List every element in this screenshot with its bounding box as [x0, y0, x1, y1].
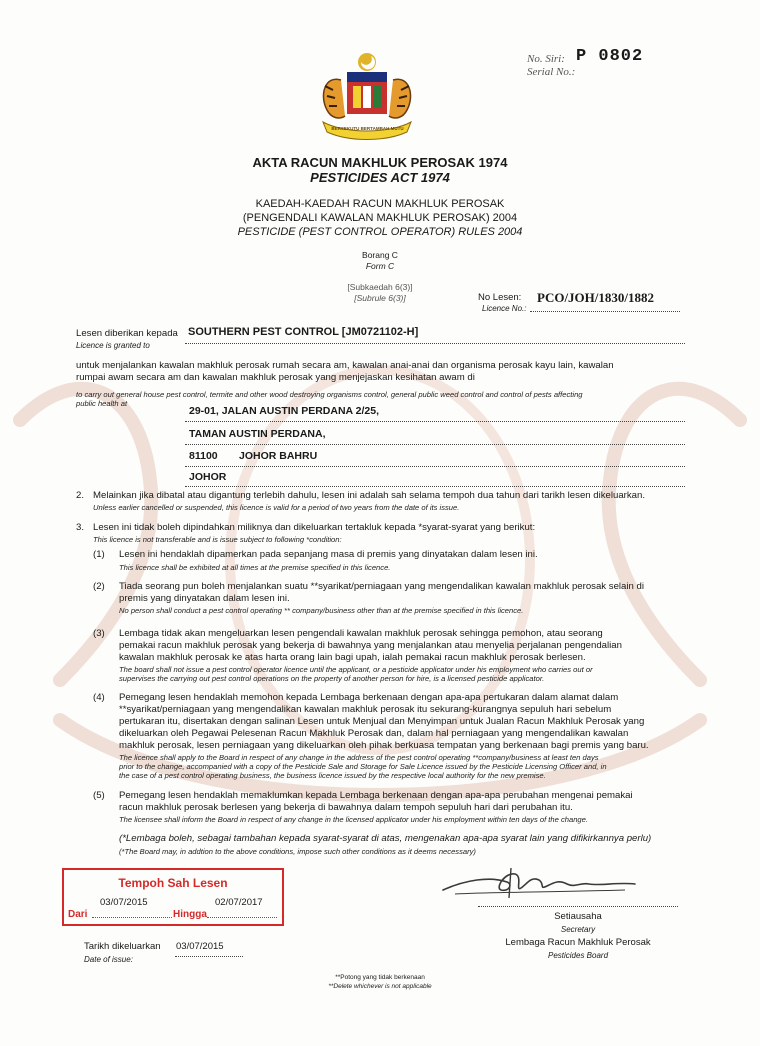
granted-dots: [185, 343, 685, 344]
purpose-text-1: untuk menjalankan kawalan makhluk perosak rumah secara am, kawalan anai-anai dan organisma perosak kayu lain, kawalan: [76, 360, 614, 371]
condition-number: (3): [93, 628, 105, 639]
condition-text: dikeluarkan oleh Pegawai Pelesenan Racun Makhluk Perosak dan, dalam hal perniagaan yang mengendalikan kawalan: [119, 728, 629, 739]
condition-text: Lembaga tidak akan mengeluarkan lesen pengendali kawalan makhluk perosak sehingga pemohon, atau seorang: [119, 628, 603, 639]
condition-text: makhluk perosak, lesen perniagaan yang dikeluarkan oleh pihak berkuasa tempatan yang berkenaan bagi premis yang baru.: [119, 740, 649, 751]
subrule-label-en: [Subrule 6(3)]: [354, 293, 406, 303]
condition-text: Pemegang lesen hendaklah memaklumkan kepada Lembaga berkenaan dengan apa-apa perubahan mengenai pemakai: [119, 790, 633, 801]
address-state: JOHOR: [189, 471, 227, 483]
licence-no-value: PCO/JOH/1830/1882: [537, 290, 654, 305]
validity-from-label: Dari: [68, 909, 88, 920]
address-line-1: 29-01, JALAN AUSTIN PERDANA 2/25,: [189, 405, 380, 417]
address-city: JOHOR BAHRU: [239, 450, 318, 462]
condition-number: (1): [93, 549, 105, 560]
condition-number: (5): [93, 790, 105, 801]
condition-number: (2): [93, 581, 105, 592]
condition-text-en: The licence shall apply to the Board in respect of any change in the address of the pest control operating **company/business at least ten days: [119, 753, 599, 762]
licence-no-label-en: Licence No.:: [482, 304, 527, 313]
subrule-label: [Subkaedah 6(3)]: [347, 282, 413, 292]
issue-date-value: 03/07/2015: [176, 941, 224, 952]
purpose-text-2: rumpai awam secara am dan kawalan makhluk perosak yang menjejaskan kesihatan awam di: [76, 372, 475, 383]
act-title-en: PESTICIDES ACT 1974: [310, 170, 450, 185]
granted-label-en: Licence is granted to: [76, 341, 150, 350]
issue-date-dots: [175, 956, 243, 957]
validity-to-label: Hingga: [173, 909, 207, 920]
purpose-text-en-1: to carry out general house pest control, termite and other wood destroying organisms control, general public weed control and control of pests affecting: [76, 390, 583, 399]
signature: [435, 862, 645, 902]
condition-number: (4): [93, 692, 105, 703]
issue-date-label-en: Date of issue:: [84, 955, 133, 964]
serial-number: P 0802: [576, 47, 644, 66]
granted-company: SOUTHERN PEST CONTROL [JM0721102-H]: [188, 326, 419, 338]
signatory-title-en: Secretary: [560, 925, 596, 934]
rules-title-3: PESTICIDE (PEST CONTROL OPERATOR) RULES 2004: [237, 226, 523, 238]
serial-label-my: No. Siri:: [527, 53, 565, 65]
condition-text: Lesen ini hendaklah dipamerkan pada sepanjang masa di premis yang dinyatakan dalam lesen ini.: [119, 549, 538, 560]
licence-no-dots: [530, 311, 680, 312]
form-label-en: Form C: [365, 261, 395, 271]
rules-title-2: (PENGENDALI KAWALAN MAKHLUK PEROSAK) 2004: [242, 212, 518, 224]
address-dots-1: [185, 421, 685, 422]
issue-date-label: Tarikh dikeluarkan: [84, 941, 161, 952]
condition-text-en: The board shall not issue a pest control operator licence until the applicant, or a pesticide applicator under his employment who carries out or: [119, 665, 593, 674]
condition-text: Tiada seorang pun boleh menjalankan suatu **syarikat/perniagaan yang mengendalikan kawalan makhluk perosak selain di: [119, 581, 644, 592]
granted-label: Lesen diberikan kepada: [76, 328, 178, 339]
validity-title: Tempoh Sah Lesen: [118, 876, 228, 890]
condition-text-en: No person shall conduct a pest control operating ** company/business other than at the premise specified in this licence.: [119, 606, 524, 615]
condition-text-en: supervises the carrying out pest control operations on the property of another person for hire, is a licensed pesticide applicator.: [119, 674, 545, 683]
validity-to-dots: [207, 917, 277, 918]
condition-text: **syarikat/perniagaan yang mengendalikan kawalan makhluk perosak itu sekurang-kurangnya sepuluh hari sebelum: [119, 704, 612, 715]
validity-from-dots: [92, 917, 172, 918]
validity-from-value: 03/07/2015: [100, 897, 148, 908]
signature-dots: [478, 906, 678, 907]
coat-of-arms-motto: BERSEKUTU BERTAMBAH MUTU: [331, 126, 404, 131]
footnote-en: **Delete whichever is not applicable: [328, 983, 432, 990]
clause-3-text-en: This licence is not transferable and is issue subject to following *condition:: [93, 535, 342, 544]
clause-2-text: Melainkan jika dibatal atau digantung terlebih dahulu, lesen ini adalah sah selama tempoh dua tahun dari tarikh lesen dikeluarkan.: [93, 490, 646, 501]
condition-text: premis yang dinyatakan dalam lesen ini.: [119, 593, 290, 604]
condition-text-en: The licensee shall inform the Board in respect of any change in the licensed applicator under his employment within ten days of the change.: [119, 815, 588, 824]
signatory-org-en: Pesticides Board: [547, 951, 609, 960]
clause-3-number: 3.: [76, 522, 85, 533]
address-postcode: 81100: [189, 450, 218, 462]
rules-title-1: KAEDAH-KAEDAH RACUN MAKHLUK PEROSAK: [255, 198, 505, 210]
validity-to-value: 02/07/2017: [215, 897, 263, 908]
condition-text: racun makhluk perosak berlesen yang bekerja di bawahnya dalam tempoh sepuluh hari dari perubahan itu.: [119, 802, 573, 813]
condition-text: Pemegang lesen hendaklah memohon kepada Lembaga berkenaan dengan apa-apa pertukaran dalam alamat dalam: [119, 692, 619, 703]
condition-text: pertukaran itu, disertakan dengan salinan Lesen untuk Menjual dan Menyimpan untuk Jualan Racun Makhluk Perosak yang: [119, 716, 645, 727]
address-dots-2: [185, 444, 685, 445]
licence-no-label: No Lesen:: [478, 292, 522, 303]
address-line-2: TAMAN AUSTIN PERDANA,: [189, 428, 326, 440]
purpose-text-en-2: public health at: [76, 399, 128, 408]
act-title: AKTA RACUN MAKHLUK PEROSAK 1974: [252, 155, 508, 170]
address-dots-4: [185, 486, 685, 487]
extra-conditions-note-en: (*The Board may, in addtion to the above conditions, impose such other conditions as it deems necessary): [119, 847, 476, 856]
extra-conditions-note: (*Lembaga boleh, sebagai tambahan kepada syarat-syarat di atas, mengenakan apa-apa syarat lain yang difikirkannya perlu): [119, 833, 652, 844]
condition-text: pemakai racun makhluk perosak yang bekerja di bawahnya yang menjalankan atau menyelia perjalanan pengendalian: [119, 640, 622, 651]
condition-text: kawalan makhluk perosak ke atas harta orang lain bagi upah, ialah pemakai racun makhluk perosak berlesen.: [119, 652, 586, 663]
serial-label-en: Serial No.:: [527, 66, 576, 78]
signatory-title: Setiausaha: [554, 911, 602, 922]
condition-text-en: prior to the change, accompanied with a copy of the Pesticide Sale and Storage for Sale Licence issued by the Pesticide Licensing Officer and, in: [119, 762, 607, 771]
form-label: Borang C: [362, 250, 398, 260]
address-dots-3: [185, 466, 685, 467]
clause-2-number: 2.: [76, 490, 85, 501]
condition-text-en: the case of a pest control operating business, the business licence issued by the respective local authority for the new premise.: [119, 771, 546, 780]
signatory-org: Lembaga Racun Makhluk Perosak: [505, 937, 651, 948]
condition-text-en: This licence shall be exhibited at all times at the premise specified in this licence.: [119, 563, 391, 572]
footnote: **Potong yang tidak berkenaan: [335, 974, 425, 981]
clause-3-text: Lesen ini tidak boleh dipindahkan miliknya dan dikeluarkan tertakluk kepada *syarat-syarat yang berikut:: [93, 522, 536, 533]
clause-2-text-en: Unless earlier cancelled or suspended, this licence is valid for a period of two years from the date of its issue.: [93, 503, 460, 512]
